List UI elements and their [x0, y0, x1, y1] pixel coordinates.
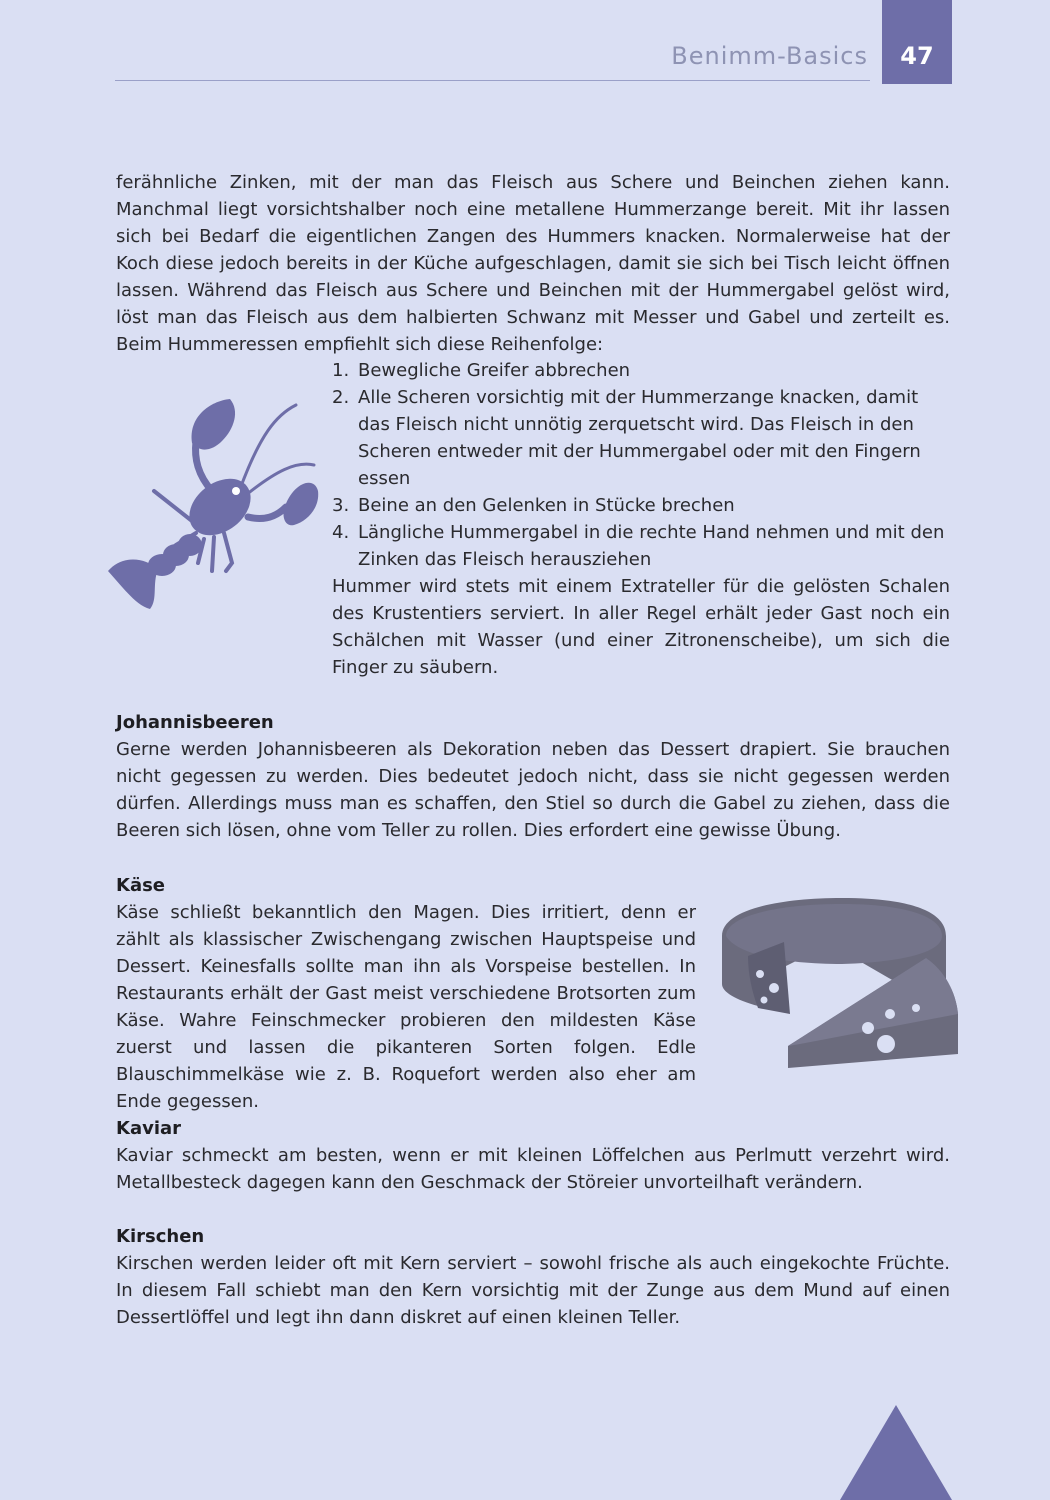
- section-text: Kirschen werden leider oft mit Kern serviert – sowohl frische als auch eingekochte Früchte. In diesem Fall schiebt man den Kern vorsichtig mit der Zunge aus dem Mund auf einen Dessertlöffel und legt ihn dann diskret auf einen kleinen Teller.: [116, 1253, 950, 1328]
- running-header: Benimm-Basics: [671, 42, 868, 70]
- list-item: [332, 357, 950, 384]
- intro-text: ferähnliche Zinken, mit der man das Fleisch aus Schere und Beinchen ziehen kann. Manchmal liegt vorsichtshalber noch eine metallene Hummerzange bereit. Mit ihr lassen sich bei Bedarf die eigentlichen Zangen des Hummers knacken. Normalerweise hat der Koch diese jedoch bereits in der Küche aufgeschlagen, damit sie sich bei Tisch leicht öffnen lassen. Während das Fleisch aus Schere und Beinchen mit der Hummergabel gelöst wird, löst man das Fleisch aus dem halbierten Schwanz mit Messer und Gabel und zerteilt es. Beim Hummeressen empfiehlt sich diese Reihenfolge:: [116, 172, 950, 355]
- section-kaviar: [116, 1115, 950, 1196]
- steps-list: [332, 357, 950, 573]
- intro-paragraph: [116, 169, 950, 358]
- list-item: [332, 492, 950, 519]
- section-kaese: [116, 872, 696, 1115]
- cheese-icon: [718, 896, 966, 1076]
- triangle-icon: [840, 1405, 952, 1500]
- step-text: Alle Scheren vorsichtig mit der Hummerzange knacken, damit das Fleisch nicht unnötig zerquetscht wird. Das Fleisch in den Scheren entweder mit der Hummergabel oder mit den Fingern essen: [358, 387, 921, 489]
- section-heading: Kirschen: [116, 1226, 205, 1247]
- step-number: 4.: [332, 522, 350, 543]
- list-item: [332, 384, 950, 492]
- section-heading: Johannisbeeren: [116, 712, 274, 733]
- step-text: Bewegliche Greifer abbrechen: [358, 360, 631, 381]
- list-item: [332, 519, 950, 573]
- step-text: Längliche Hummergabel in die rechte Hand nehmen und mit den Zinken das Fleisch herausziehen: [358, 522, 945, 570]
- section-heading: Kaviar: [116, 1118, 182, 1139]
- section-kirschen: [116, 1223, 950, 1331]
- section-text: Gerne werden Johannisbeeren als Dekoration neben das Dessert drapiert. Sie brauchen nicht gegessen zu werden. Dies bedeutet jedoch nicht, dass sie nicht gegessen werden dürfen. Allerdings muss man es schaffen, den Stiel so durch die Gabel zu ziehen, dass die Beeren sich lösen, ohne vom Teller zu rollen. Dies erfordert eine gewisse Übung.: [116, 739, 950, 841]
- lobster-steps: [332, 357, 950, 681]
- section-text: Käse schließt bekanntlich den Magen. Dies irritiert, denn er zählt als klassischer Zwischengang zwischen Hauptspeise und Dessert. Keinesfalls sollte man ihn als Vorspeise bestellen. In Restaurants erhält der Gast meist verschiedene Brotsorten zum Käse. Wahre Feinschmecker probieren den mildesten Käse zuerst und lassen die pikanteren Sorten folgen. Edle Blauschimmelkäse wie z. B. Roquefort werden also eher am Ende gegessen.: [116, 902, 696, 1112]
- step-number: 3.: [332, 495, 350, 516]
- header-rule: [115, 80, 870, 81]
- section-text: Kaviar schmeckt am besten, wenn er mit kleinen Löffelchen aus Perlmutt verzehrt wird. Metallbesteck dagegen kann den Geschmack der Störeier unvorteilhaft verändern.: [116, 1145, 950, 1193]
- section-heading: Käse: [116, 875, 166, 896]
- section-johannisbeeren: [116, 709, 950, 844]
- step-text: Beine an den Gelenken in Stücke brechen: [358, 495, 735, 516]
- page-number: 47: [900, 42, 934, 70]
- after-steps-text: Hummer wird stets mit einem Extrateller für die gelösten Schalen des Krustentiers serviert. In aller Regel erhält jeder Gast noch ein Schälchen mit Wasser (und einer Zitronenscheibe), um sich die Finger zu säubern.: [332, 576, 950, 678]
- lobster-icon: [100, 395, 320, 615]
- step-number: 1.: [332, 360, 350, 381]
- step-number: 2.: [332, 387, 350, 408]
